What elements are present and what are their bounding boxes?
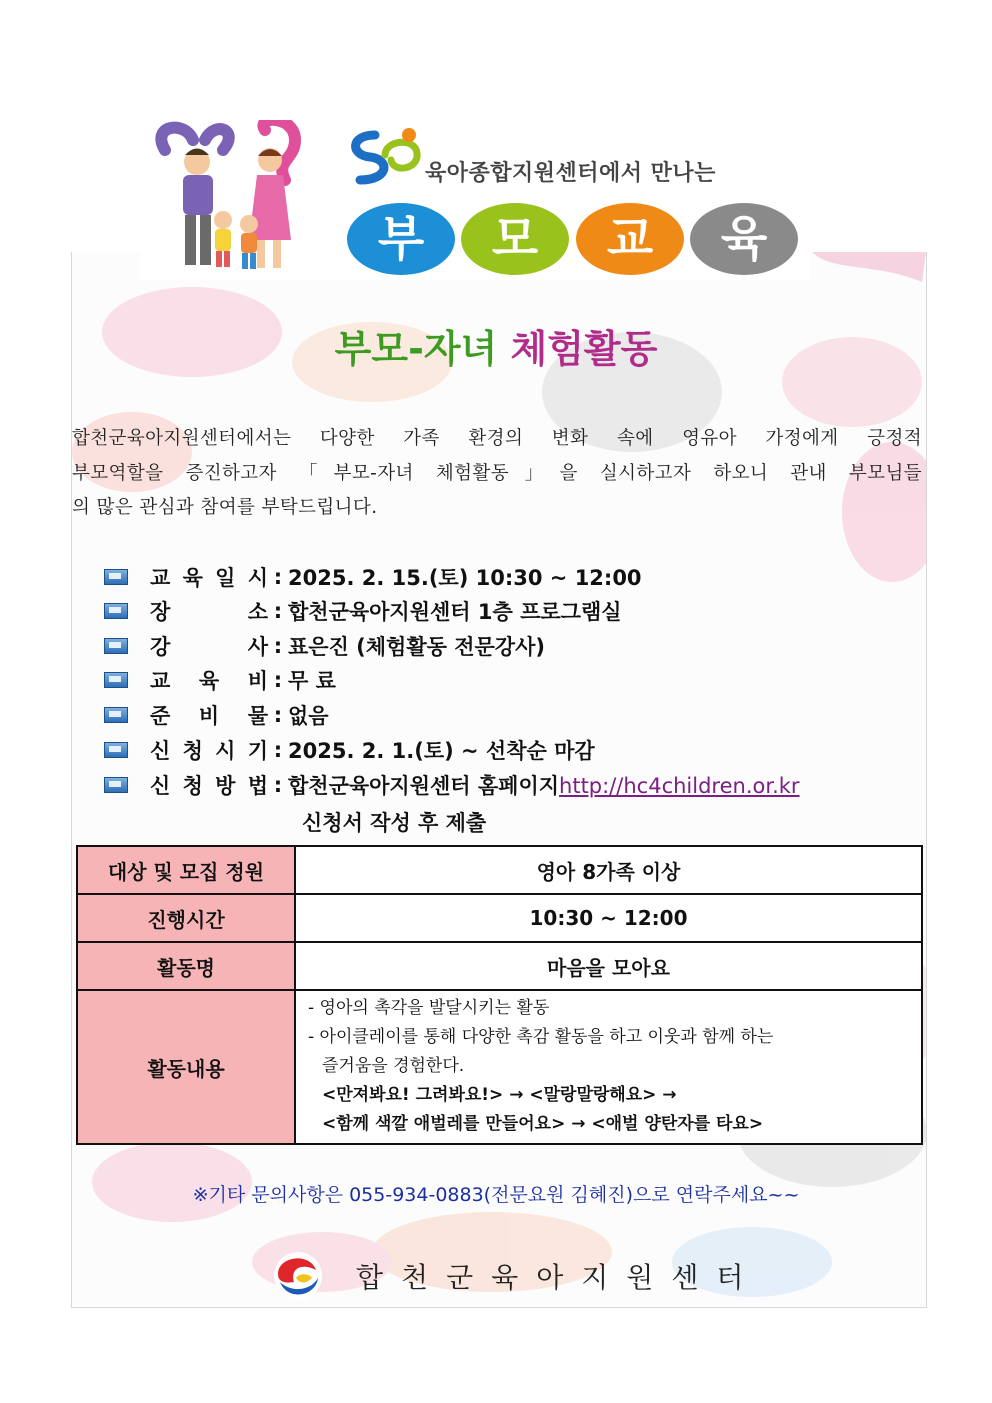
circle-mo xyxy=(461,203,569,275)
table-value-cell: 영아 8가족 이상 xyxy=(295,846,922,894)
content-line: - 영아의 촉각을 발달시키는 활동 xyxy=(308,998,550,1018)
info-label xyxy=(150,735,268,765)
info-value: 없음 xyxy=(288,704,329,728)
info-row-supplies xyxy=(104,700,329,730)
label-char: 장 xyxy=(150,600,171,624)
label-char: 비 xyxy=(198,704,220,728)
center-logo-icon xyxy=(270,1248,326,1304)
info-value: 무 료 xyxy=(288,669,336,693)
intro-line: 의 많은 관심과 참여를 부탁드립니다. xyxy=(72,497,378,518)
label-char: 준 xyxy=(150,704,171,728)
label-char: 청 xyxy=(182,774,203,798)
label-char: 비 xyxy=(247,669,268,693)
bullet-icon xyxy=(104,569,128,585)
info-row-date xyxy=(104,562,642,592)
info-row-fee xyxy=(104,665,336,695)
circle-bu xyxy=(347,203,455,275)
colon: : xyxy=(273,565,283,589)
homepage-link[interactable]: http://hc4children.or.kr xyxy=(559,774,800,798)
table-header-cell: 활동내용 xyxy=(77,990,295,1144)
table-row xyxy=(77,990,922,1144)
footer-center-name: 합천군육아지원센터 xyxy=(356,1261,762,1294)
bullet-icon xyxy=(104,742,128,758)
bullet-icon xyxy=(104,638,128,654)
header-tagline: 육아종합지원센터에서 만나는 xyxy=(425,161,716,186)
info-row-place xyxy=(104,596,622,626)
bullet-icon xyxy=(104,777,128,793)
brand-swirl-logo-icon xyxy=(345,125,425,185)
contact-notice: ※기타 문의사항은 055-934-0883(전문요원 김혜진)으로 연락주세요~~ xyxy=(192,1184,800,1206)
circle-text: 육 xyxy=(720,211,768,267)
info-value: 합천군육아지원센터 1층 프로그램실 xyxy=(288,600,622,624)
label-char: 소 xyxy=(247,600,268,624)
title-part1: 부모-자녀 xyxy=(334,327,498,371)
info-label xyxy=(150,562,268,592)
info-label xyxy=(150,631,268,661)
info-value xyxy=(288,770,800,800)
info-value: 표은진 (체험활동 전문강사) xyxy=(288,635,545,659)
table-value-cell: 마음을 모아요 xyxy=(295,942,922,990)
page-title xyxy=(0,318,992,373)
label-char: 사 xyxy=(247,635,268,659)
content-line: - 아이클레이를 통해 다양한 촉감 활동을 하고 이웃과 함께 하는 xyxy=(308,1027,774,1047)
label-char: 법 xyxy=(247,774,268,798)
title-part2: 체험활동 xyxy=(510,327,658,371)
circle-yuk xyxy=(690,203,798,275)
circle-text: 모 xyxy=(491,211,539,267)
info-label xyxy=(150,700,268,730)
label-char: 시 xyxy=(215,739,236,763)
bullet-icon xyxy=(104,707,128,723)
info-row-application-method xyxy=(104,770,800,800)
colon: : xyxy=(273,738,283,762)
info-row-application-period xyxy=(104,735,595,765)
table-header-cell: 진행시간 xyxy=(77,894,295,942)
circle-gyo xyxy=(576,203,684,275)
table-row xyxy=(77,846,922,894)
label-char: 신 xyxy=(150,774,171,798)
intro-paragraph xyxy=(72,422,922,526)
label-char: 강 xyxy=(150,635,171,659)
info-value: 2025. 2. 15.(토) 10:30 ~ 12:00 xyxy=(288,566,642,590)
label-char: 신 xyxy=(150,739,171,763)
label-char: 시 xyxy=(247,566,268,590)
label-char: 방 xyxy=(215,774,236,798)
label-char: 교 xyxy=(150,566,171,590)
activity-content-cell xyxy=(295,990,922,1144)
info-subline: 신청서 작성 후 제출 xyxy=(302,811,487,835)
family-illustration-icon xyxy=(145,120,325,280)
label-char: 기 xyxy=(247,739,268,763)
table-row xyxy=(77,894,922,942)
info-label xyxy=(150,596,268,626)
content-program-line: <만져봐요! 그려봐요!> → <말랑말랑해요> → xyxy=(322,1085,677,1105)
content-program-line: <함께 색깔 애벌레를 만들어요> → <애벌 양탄자를 타요> xyxy=(322,1114,764,1134)
colon: : xyxy=(273,703,283,727)
table-value-cell: 10:30 ~ 12:00 xyxy=(295,894,922,942)
info-value-text: 합천군육아지원센터 홈페이지 xyxy=(288,774,560,798)
bullet-icon xyxy=(104,672,128,688)
intro-line: 부모역할을 증진하고자 「부모-자녀 체험활동」을 실시하고자 하오니 관내 부모님들 xyxy=(72,462,922,484)
content-line: 즐거움을 경험한다. xyxy=(322,1056,465,1076)
label-char: 청 xyxy=(182,739,203,763)
label-char: 교 xyxy=(150,669,171,693)
label-char: 일 xyxy=(215,566,236,590)
info-row-instructor xyxy=(104,631,545,661)
table-header-cell: 활동명 xyxy=(77,942,295,990)
colon: : xyxy=(273,634,283,658)
circle-text: 부 xyxy=(377,211,425,267)
activity-table xyxy=(76,845,923,1145)
info-value: 2025. 2. 1.(토) ~ 선착순 마감 xyxy=(288,739,595,763)
label-char: 육 xyxy=(198,669,220,693)
table-row xyxy=(77,942,922,990)
label-char: 육 xyxy=(182,566,203,590)
info-label xyxy=(150,665,268,695)
colon: : xyxy=(273,668,283,692)
intro-line: 합천군육아지원센터에서는 다양한 가족 환경의 변화 속에 영유아 가정에게 긍정적 xyxy=(72,428,922,449)
circle-text: 교 xyxy=(606,211,654,267)
colon: : xyxy=(273,599,283,623)
info-label xyxy=(150,770,268,800)
label-char: 물 xyxy=(247,704,268,728)
bullet-icon xyxy=(104,603,128,619)
colon: : xyxy=(273,773,283,797)
table-header-cell: 대상 및 모집 정원 xyxy=(77,846,295,894)
